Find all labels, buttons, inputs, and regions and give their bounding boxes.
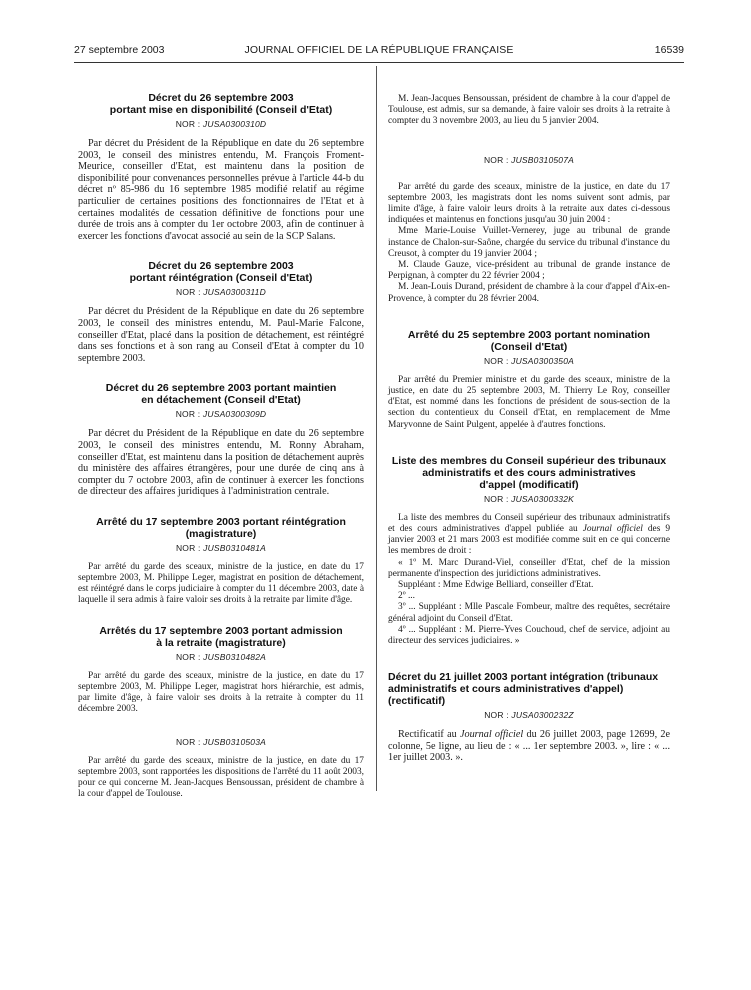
nor-reference: NOR : JUSB0310507A bbox=[483, 154, 575, 165]
list-item: 2º ... bbox=[398, 591, 415, 602]
article-retraite-maintien bbox=[388, 155, 670, 305]
nor-reference: NOR : JUSA0300311D bbox=[176, 287, 266, 298]
article-disponibilite bbox=[78, 92, 364, 242]
article-reintegration-ce bbox=[78, 260, 364, 364]
article-heading: Décret du 26 septembre 2003 portant mise en disponibilité (Conseil d'Etat) bbox=[109, 92, 333, 116]
article-body: Par décret du Président de la République en date du 26 septembre 2003, le conseil des ministres entendu, M. Ronny Abraham, conseiller d'Etat, est maintenu dans la position de détachement auprès du ministère des affaires étrangères, pour une durée de cinq ans à compter du 7 octobre 2003, afin de continuer à exercer les fonctions de directeur des affaires juridiques à l'administration centrale. bbox=[78, 428, 364, 498]
article-heading: Décret du 21 juillet 2003 portant intégration (tribunaux administratifs et cours administratives d'appel) (rectificatif) bbox=[388, 671, 659, 708]
nor-reference: NOR : JUSB0310503A bbox=[175, 736, 267, 747]
article-heading: Liste des membres du Conseil supérieur des tribunaux administratifs et des cours administratives d'appel (modificatif) bbox=[391, 454, 667, 491]
journal-reference: Journal officiel bbox=[582, 524, 643, 535]
article-body: Par arrêté du garde des sceaux, ministre de la justice, en date du 17 septembre 2003, M. Philippe Leger, magistrat en position de détachement, est réintégré dans le corps judiciaire à compter du 11 décembre 2003, date à laquelle il sera admis à faire valoir ses droits à la retraite par limite d'âge. bbox=[78, 561, 364, 606]
article-body: La liste des membres du Conseil supérieur des tribunaux administratifs et des cours administratives d'appel publiée au Journal officiel des 9 janvier 2003 et 21 mars 2003 est modifiée comme suit en ce qui concerne les membres de droit : bbox=[388, 512, 671, 557]
article-body-continued: M. Jean-Jacques Bensoussan, président de chambre à la cour d'appel de Toulouse, est admis, sur sa demande, à faire valoir ses droits à la retraite à compter du 3 novembre 2003, au lieu du 5 janvier 2004. bbox=[388, 94, 670, 127]
page-number: 16539 bbox=[654, 44, 684, 56]
list-item: « 1º M. Marc Durand-Viel, conseiller d'Etat, chef de la mission permanente d'inspection des juridictions administratives. bbox=[388, 557, 670, 579]
article-heading: Décret du 26 septembre 2003 portant réintégration (Conseil d'Etat) bbox=[129, 260, 313, 285]
nor-reference: NOR : JUSA0300309D bbox=[175, 409, 267, 420]
article-heading: Arrêté du 25 septembre 2003 portant nomination (Conseil d'Etat) bbox=[407, 328, 651, 353]
article-body: Rectificatif au Journal officiel du 26 juillet 2003, page 12699, 2e colonne, 5e ligne, au lieu de : « ... 1er septembre 2003. », lire : « ... 1er juillet 2003. ». bbox=[388, 729, 670, 764]
article-nomination bbox=[388, 329, 670, 431]
column-separator bbox=[376, 66, 377, 791]
list-item: Mme Marie-Louise Vuillet-Vernerey, juge au tribunal de grande instance de Chalon-sur-Saône, chargée du service du tribunal d'instance du Creusot, à compter du 19 janvier 2004 ; bbox=[388, 226, 670, 259]
article-admission-retraite bbox=[78, 625, 364, 801]
nor-reference: NOR : JUSA0300310D bbox=[175, 119, 267, 129]
article-liste-membres bbox=[388, 455, 670, 647]
article-reintegration-magistrature bbox=[78, 516, 364, 607]
article-body: Par décret du Président de la République en date du 26 septembre 2003, le conseil des ministres entendu, M. Paul-Marie Falcone, conseiller d'Etat, placé dans la position de détachement, est réintégré dans ses fonctions et à son rang au Conseil d'Etat à compter du 10 septembre 2003. bbox=[78, 306, 364, 364]
article-body: Par arrêté du garde des sceaux, ministre de la justice, en date du 17 septembre 2003, sont rapportées les dispositions de l'arrêté du 11 août 2003, pour ce qui concerne M. Jean-Jacques Bensoussan, président de chambre à la cour d'appel de Toulouse. bbox=[78, 755, 364, 800]
header-date: 27 septembre 2003 bbox=[74, 44, 165, 56]
article-heading: Décret du 26 septembre 2003 portant maintien en détachement (Conseil d'Etat) bbox=[105, 382, 337, 407]
article-heading: Arrêté du 17 septembre 2003 portant réintégration (magistrature) bbox=[96, 515, 346, 540]
left-column bbox=[78, 92, 364, 800]
article-body: Par arrêté du garde des sceaux, ministre de la justice, en date du 17 septembre 2003, M. Philippe Leger, magistrat hors hiérarchie, est admis, par limite d'âge, à faire valoir ses droits à la retraite à compter du 11 décembre 2003. bbox=[78, 670, 364, 715]
article-body: Par arrêté du garde des sceaux, ministre de la justice, en date du 17 septembre 2003, les magistrats dont les noms suivent sont admis, par limite d'âge, à faire valoir leurs droits à la retraite aux dates ci-dessous indiquées et maintenus en fonctions jusqu'au 30 juin 2004 : bbox=[388, 181, 670, 226]
article-body: Par décret du Président de la République en date du 26 septembre 2003, le conseil des ministres entendu, M. François Froment-Meurice, conseiller d'Etat, est maintenu dans la position de disponibilité pour convenances personnelles prévue à l'article 44-b du décret nº 85-986 du 16 septembre 1985 modifié relatif au régime particulier de certaines positions des fonctionnaires de l'Etat et à certaines modalités de cessation définitive de fonctions pour une durée de trois ans à compter du 1er octobre 2003, afin de continuer à exercer les fonctions d'avocat associé au sein de la SCP Salans. bbox=[78, 138, 364, 242]
journal-title: JOURNAL OFFICIEL DE LA RÉPUBLIQUE FRANÇAISE bbox=[244, 44, 514, 56]
list-item: M. Jean-Louis Durand, président de chambre à la cour d'appel d'Aix-en-Provence, à compter du 28 février 2004. bbox=[388, 282, 670, 304]
right-column bbox=[388, 94, 670, 764]
nor-reference: NOR : JUSA0300232Z bbox=[484, 710, 574, 721]
list-item: M. Claude Gauze, vice-président au tribunal de grande instance de Perpignan, à compter du 22 février 2004 ; bbox=[388, 260, 670, 282]
nor-reference: NOR : JUSB0310481A bbox=[175, 542, 267, 553]
nor-reference: NOR : JUSA0300350A bbox=[483, 355, 575, 366]
article-body: Par arrêté du Premier ministre et du garde des sceaux, ministre de la justice, en date du 25 septembre 2003, M. Thierry Le Roy, conseiller d'Etat, est nommé dans les fonctions de président de sous-section de la section du contentieux du Conseil d'Etat, en remplacement de Mme Maryvonne de Saint Pulgent, appelée à d'autres fonctions. bbox=[388, 374, 670, 430]
list-item: Suppléant : Mme Edwige Belliard, conseiller d'Etat. bbox=[398, 580, 594, 591]
nor-reference: NOR : JUSA0300332K bbox=[483, 493, 575, 504]
journal-reference: Journal officiel bbox=[459, 729, 524, 741]
list-item: 4º ... Suppléant : M. Pierre-Yves Couchoud, chef de service, adjoint au directeur des services judiciaires. » bbox=[388, 624, 670, 647]
article-maintien-detachement bbox=[78, 382, 364, 498]
page-header bbox=[74, 44, 684, 60]
nor-reference: NOR : JUSB0310482A bbox=[175, 651, 267, 662]
list-item: 3º ... Suppléant : Mlle Pascale Fombeur, maître des requêtes, secrétaire général adjoint du Conseil d'Etat. bbox=[388, 602, 670, 624]
article-rectificatif bbox=[388, 671, 670, 764]
header-rule bbox=[74, 62, 684, 63]
article-heading: Arrêtés du 17 septembre 2003 portant admission à la retraite (magistrature) bbox=[99, 624, 343, 649]
